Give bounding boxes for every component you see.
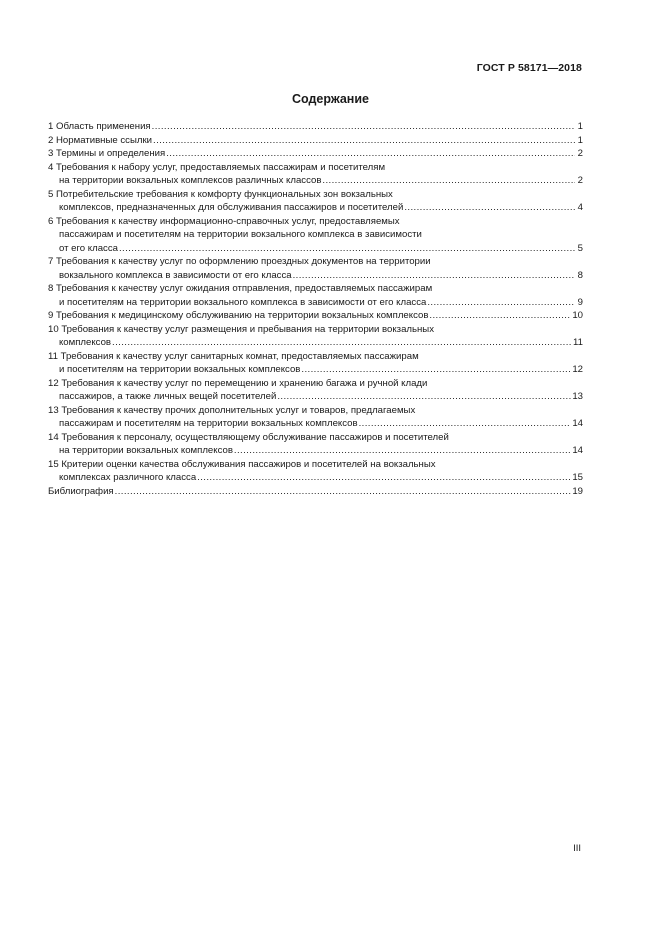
- page-number: III: [573, 843, 581, 854]
- toc-entry[interactable]: [48, 215, 583, 256]
- dot-leader: [153, 134, 575, 148]
- toc-page-number: 4: [577, 202, 583, 213]
- toc-page-number: 19: [572, 485, 583, 497]
- toc-entry-text: и посетителям на территории вокзальных комплексов: [59, 364, 301, 375]
- toc-entry-line: 5 Потребительские требования к комфорту функциональных зон вокзальных: [48, 188, 393, 200]
- toc-entry-line: 13 Требования к качеству прочих дополнительных услуг и товаров, предлагаемых: [48, 404, 416, 416]
- toc-page-number: 12: [572, 364, 583, 375]
- dot-leader: [234, 444, 571, 458]
- dot-leader: [293, 269, 575, 283]
- dot-leader: [112, 336, 572, 350]
- toc-entry-text: 2 Нормативные ссылки: [48, 134, 153, 146]
- dot-leader: [119, 242, 575, 256]
- toc-page-number: 5: [577, 242, 583, 254]
- toc-entry-text: комплексов, предназначенных для обслуживания пассажиров и посетителей: [59, 202, 404, 213]
- toc-page-number: 10: [572, 310, 583, 321]
- dot-leader: [197, 471, 571, 485]
- toc-entry[interactable]: [48, 282, 583, 309]
- dot-leader: [301, 363, 571, 377]
- dot-leader: [404, 201, 575, 215]
- toc-entry-text: и посетителям на территории вокзального комплекса в зависимости от его класса: [59, 296, 427, 308]
- toc-entry-text: пассажирам и посетителям на территории вокзальных комплексов: [59, 418, 358, 429]
- toc-entry[interactable]: [48, 309, 583, 323]
- toc-page-number: 14: [572, 418, 583, 429]
- toc-entry[interactable]: [48, 255, 583, 282]
- toc-entry[interactable]: [48, 377, 583, 404]
- toc-entry[interactable]: [48, 404, 583, 431]
- toc-entry-line: 4 Требования к набору услуг, предоставляемых пассажирам и посетителям: [48, 161, 386, 173]
- toc-page-number: 13: [572, 391, 583, 402]
- toc-entry-line: 10 Требования к качеству услуг размещения и пребывания на территории вокзальных: [48, 323, 434, 335]
- document-code: ГОСТ Р 58171—2018: [476, 62, 582, 74]
- dot-leader: [115, 485, 572, 499]
- toc-entry-line: 6 Требования к качеству информационно-справочных услуг, предоставляемых: [48, 215, 400, 227]
- toc-entry-text: от его класса: [59, 242, 118, 254]
- toc-entry-text: 1 Область применения: [48, 121, 151, 132]
- toc-entry-text: 9 Требования к медицинскому обслуживанию на территории вокзальных комплексов: [48, 310, 429, 321]
- toc-entry-line: пассажирам и посетителям на территории вокзального комплекса в зависимости: [59, 229, 422, 240]
- toc-entry-line: 8 Требования к качеству услуг ожидания отправления, предоставляемых пассажирам: [48, 283, 433, 294]
- toc-entry-line: 15 Критерии оценки качества обслуживания пассажиров и посетителей на вокзальных: [48, 458, 436, 470]
- dot-leader: [166, 147, 575, 161]
- toc-entry[interactable]: [48, 161, 583, 188]
- toc-entry[interactable]: [48, 431, 583, 458]
- dot-leader: [427, 296, 575, 310]
- toc-page-number: 15: [572, 472, 583, 483]
- dot-leader: [277, 390, 571, 404]
- toc-entry-text: Библиография: [48, 485, 114, 497]
- toc-entry-text: на территории вокзальных комплексов различных классов: [59, 175, 322, 186]
- toc-entry[interactable]: [48, 485, 583, 499]
- toc-entry[interactable]: [48, 350, 583, 377]
- toc-page-number: 1: [577, 134, 583, 146]
- toc-entry[interactable]: [48, 120, 583, 134]
- toc-page-number: 8: [577, 269, 583, 281]
- toc-entry-text: 3 Термины и определения: [48, 148, 166, 159]
- dot-leader: [429, 309, 571, 323]
- toc-page-number: 9: [577, 296, 583, 308]
- toc-entry-text: комплексах различного класса: [59, 472, 197, 483]
- toc-page-number: 2: [577, 175, 583, 186]
- toc-page-number: 1: [577, 121, 583, 132]
- toc-entry-line: 14 Требования к персоналу, осуществляющему обслуживание пассажиров и посетителей: [48, 431, 449, 443]
- dot-leader: [322, 174, 575, 188]
- toc-entry[interactable]: [48, 188, 583, 215]
- toc-page-number: 2: [577, 148, 583, 159]
- dot-leader: [359, 417, 572, 431]
- table-of-contents: [48, 120, 583, 498]
- page-title: Содержание: [291, 92, 369, 106]
- toc-entry[interactable]: [48, 323, 583, 350]
- toc-entry[interactable]: [48, 147, 583, 161]
- toc-entry-text: вокзального комплекса в зависимости от его класса: [59, 269, 292, 281]
- toc-entry-line: 11 Требования к качеству услуг санитарных комнат, предоставляемых пассажирам: [48, 350, 419, 362]
- toc-entry-line: 12 Требования к качеству услуг по перемещению и хранению багажа и ручной клади: [48, 377, 428, 389]
- dot-leader: [152, 120, 575, 134]
- toc-entry-text: пассажиров, а также личных вещей посетителей: [59, 391, 277, 402]
- toc-entry[interactable]: [48, 134, 583, 148]
- toc-entry-line: 7 Требования к качеству услуг по оформлению проездных документов на территории: [48, 256, 431, 267]
- toc-entry-text: на территории вокзальных комплексов: [59, 445, 233, 456]
- toc-page-number: 11: [573, 337, 583, 348]
- toc-entry-text: комплексов: [59, 337, 112, 348]
- toc-page-number: 14: [572, 445, 583, 456]
- toc-entry[interactable]: [48, 458, 583, 485]
